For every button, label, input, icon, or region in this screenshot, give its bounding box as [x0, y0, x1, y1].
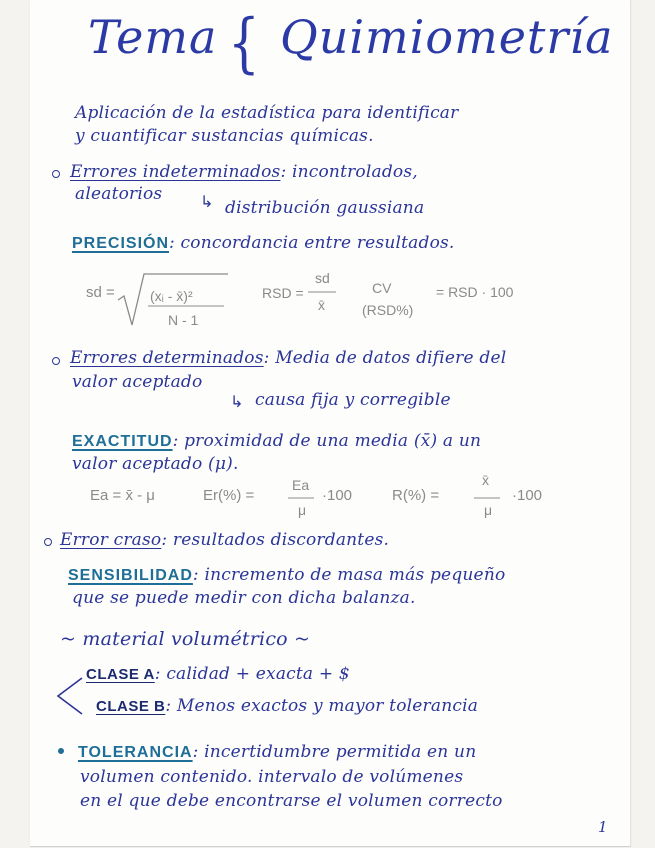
precision-label: PRECISIÓN: [72, 235, 170, 252]
craso-heading: Error craso: [60, 530, 162, 550]
title-topic: Tema: [88, 10, 218, 64]
bullet-icon: [58, 748, 64, 754]
craso-section: [60, 530, 389, 550]
bullet-icon: [52, 170, 60, 178]
precision-row: [72, 233, 455, 253]
tolerancia-desc-2: volumen contenido. intervalo de volúmenes: [80, 767, 464, 787]
determinate-desc-1: : Media de datos difiere del: [263, 348, 507, 368]
clase-b-label: CLASE B: [96, 698, 166, 715]
sd-numerator: (xᵢ - x̄)²: [150, 288, 193, 304]
indeterminate-arrow-text: distribución gaussiana: [225, 198, 425, 218]
er-numerator: Ea: [292, 477, 310, 493]
material-heading: ~ material volumétrico ~: [60, 628, 311, 650]
r-numerator: x̄: [482, 472, 489, 488]
determinate-heading: Errores determinados: [70, 348, 264, 368]
tolerancia-row: [78, 742, 476, 762]
rsd-denominator: x̄: [318, 297, 325, 313]
rsd-lhs: RSD =: [262, 285, 304, 301]
er-fraction-bar: [288, 496, 318, 500]
cv-bottom: (RSD%): [362, 302, 414, 318]
tolerancia-label: TOLERANCIA: [78, 744, 193, 761]
arrow-icon: ↳: [230, 392, 244, 411]
er-rhs: ·100: [322, 487, 353, 504]
r-fraction-bar: [474, 496, 504, 500]
title-brace: {: [228, 5, 260, 81]
indeterminate-desc-2: aleatorios: [75, 184, 163, 204]
tolerancia-desc-3: en el que debe encontrarse el volumen correcto: [80, 791, 503, 811]
clase-a-label: CLASE A: [86, 666, 155, 683]
bullet-icon: [52, 357, 60, 365]
bracket-icon: [52, 674, 86, 718]
exactitud-desc-2: valor aceptado (μ).: [72, 454, 239, 474]
r-lhs: R(%) =: [392, 487, 440, 504]
rsd-numerator: sd: [315, 270, 330, 286]
bullet-icon: [44, 538, 52, 546]
cv-top: CV: [372, 280, 392, 296]
page-number: 1: [598, 818, 608, 836]
cv-rhs: = RSD · 100: [436, 284, 514, 300]
er-denominator: μ: [298, 502, 307, 518]
intro-line-1: Aplicación de la estadística para identificar: [75, 103, 459, 123]
determinate-desc-2: valor aceptado: [72, 372, 203, 392]
ea-formula: Ea = x̄ - μ: [90, 487, 155, 504]
clase-a-desc: : calidad + exacta + $: [154, 664, 350, 684]
exactitud-desc-1: : proximidad de una media (x̄) a un: [172, 431, 482, 451]
sensibilidad-row: [68, 565, 505, 585]
exactitud-row: [72, 431, 481, 451]
er-lhs: Er(%) =: [203, 487, 255, 504]
precision-desc: : concordancia entre resultados.: [169, 233, 455, 253]
sd-denominator: N - 1: [168, 312, 199, 328]
clase-b-desc: : Menos exactos y mayor tolerancia: [165, 696, 479, 716]
sensibilidad-label: SENSIBILIDAD: [68, 567, 193, 584]
r-denominator: μ: [484, 502, 493, 518]
r-rhs: ·100: [512, 487, 543, 504]
clase-a-row: [86, 664, 350, 684]
rsd-fraction-bar: [308, 290, 338, 294]
intro-line-2: y cuantificar sustancias químicas.: [75, 126, 374, 146]
arrow-icon: ↳: [200, 192, 214, 211]
determinate-arrow-text: causa fija y corregible: [255, 390, 451, 410]
determinate-section: [70, 348, 506, 368]
indeterminate-heading: Errores indeterminados: [70, 162, 281, 182]
indeterminate-desc-1: : incontrolados,: [280, 162, 418, 182]
sensibilidad-desc-2: que se puede medir con dicha balanza.: [72, 588, 416, 608]
tolerancia-desc-1: : incertidumbre permitida en un: [192, 742, 477, 762]
exactitud-label: EXACTITUD: [72, 433, 173, 450]
sd-lhs: sd =: [86, 284, 115, 301]
title-subject: Quimiometría: [280, 10, 614, 64]
sensibilidad-desc-1: : incremento de masa más pequeño: [192, 565, 506, 585]
indeterminate-section: [70, 162, 418, 182]
clase-b-row: [96, 696, 478, 716]
craso-desc: : resultados discordantes.: [161, 530, 390, 550]
